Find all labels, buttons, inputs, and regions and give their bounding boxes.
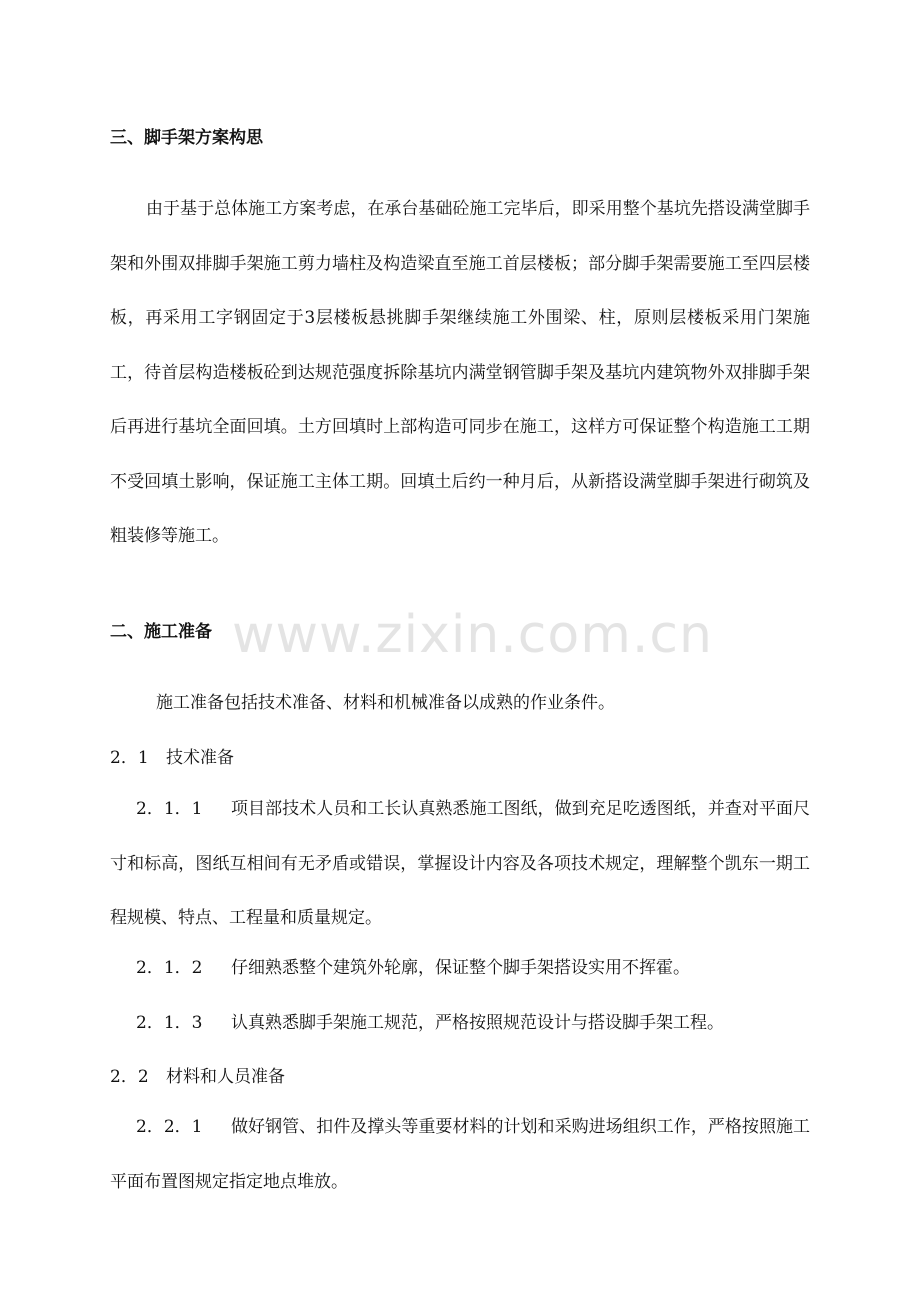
item-2-1-1-text: 项目部技术人员和工长认真熟悉施工图纸，做到充足吃透图纸，并查对平面尺寸和标高，图纸互相间有无矛盾或错误，掌握设计内容及各项技术规定，理解整个凯东一期工程规模、特点、工程量和质量规定。 bbox=[110, 799, 810, 928]
subsection-2-1-title: 技术准备 bbox=[166, 748, 234, 768]
item-2-2-1-number: 2．2．1 bbox=[136, 1117, 203, 1137]
item-2-1-3-number: 2．1．3 bbox=[136, 1013, 203, 1033]
item-2-1-1-number: 2．1．1 bbox=[136, 799, 203, 819]
subsection-2-2-heading bbox=[110, 1066, 285, 1088]
item-2-1-1 bbox=[110, 782, 810, 946]
item-2-1-2 bbox=[136, 957, 690, 979]
item-2-2-1-text: 做好钢管、扣件及撑头等重要材料的计划和采购进场组织工作，严格按照施工平面布置图规定指定地点堆放。 bbox=[110, 1117, 810, 1192]
subsection-2-1-heading bbox=[110, 747, 234, 769]
item-2-1-2-number: 2．1．2 bbox=[136, 958, 203, 978]
section-2-heading: 二、施工准备 bbox=[110, 622, 212, 642]
item-2-1-3-text: 认真熟悉脚手架施工规范，严格按照规范设计与搭设脚手架工程。 bbox=[231, 1013, 724, 1033]
watermark: www.zixin.com.cn bbox=[232, 605, 713, 665]
item-2-2-1 bbox=[110, 1100, 810, 1209]
subsection-2-2-number: 2．2 bbox=[110, 1067, 149, 1087]
subsection-2-2-title: 材料和人员准备 bbox=[166, 1067, 285, 1087]
item-2-1-3 bbox=[136, 1012, 724, 1034]
section-2-intro: 施工准备包括技术准备、材料和机械准备以成熟的作业条件。 bbox=[156, 693, 615, 713]
subsection-2-1-number: 2．1 bbox=[110, 748, 149, 768]
section-3-heading: 三、脚手架方案构思 bbox=[110, 128, 263, 148]
section-3-paragraph: 由于基于总体施工方案考虑，在承台基础砼施工完毕后，即采用整个基坑先搭设满堂脚手架和外围双排脚手架施工剪力墙柱及构造梁直至施工首层楼板；部分脚手架需要施工至四层楼板，再采用工字钢固定于3层楼板悬挑脚手架继续施工外围梁、柱，原则层楼板采用门架施工，待首层构造楼板砼到达规范强度拆除基坑内满堂钢管脚手架及基坑内建筑物外双排脚手架后再进行基坑全面回填。土方回填时上部构造可同步在施工，这样方可保证整个构造施工工期不受回填土影响，保证施工主体工期。回填土后约一种月后，从新搭设满堂脚手架进行砌筑及粗装修等施工。 bbox=[110, 199, 810, 546]
item-2-1-2-text: 仔细熟悉整个建筑外轮廓，保证整个脚手架搭设实用不挥霍。 bbox=[231, 958, 690, 978]
